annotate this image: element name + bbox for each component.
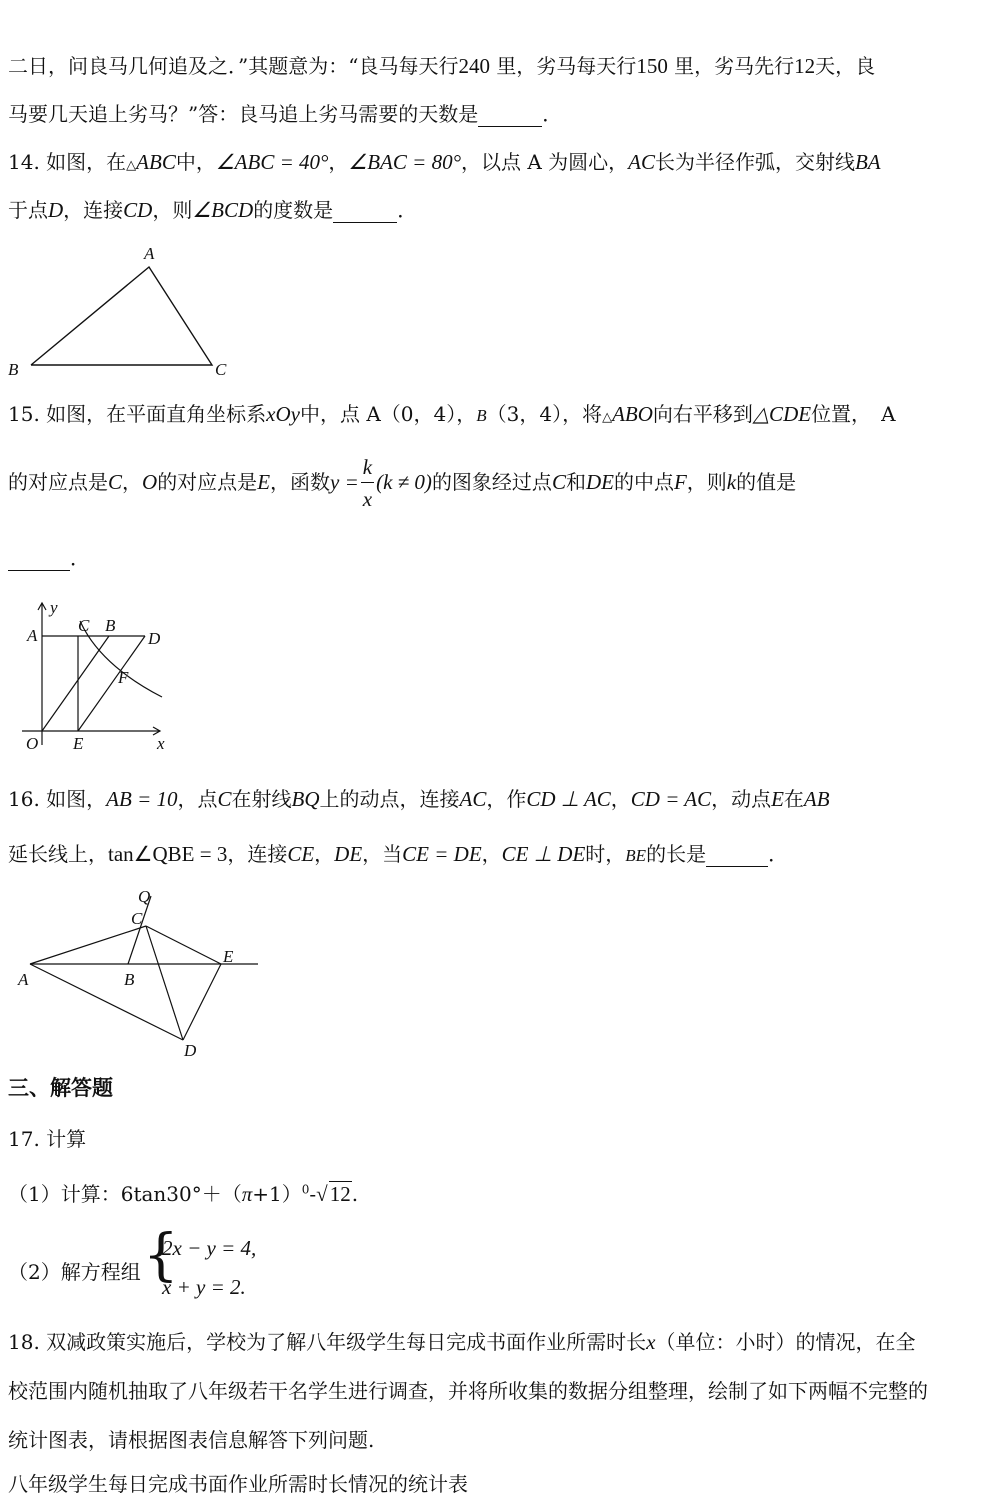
q16-line-ac [30,926,146,964]
q15-line-ed [78,636,145,731]
q15-label-c: C [78,616,90,635]
q16-text-4: ，作 [486,787,527,811]
section-heading: 三、解答题 [8,1076,113,1100]
q16-ab-10: AB = 10 [106,787,178,811]
q13-end: ． [542,102,563,126]
q14-end: ． [397,198,418,222]
q16-number: 16. 如图， [8,787,107,811]
q14-text-1: ，以点 A 为圆心， [460,150,629,174]
q16-cd-perp-ac: CD ⊥ AC [526,787,611,811]
q14-line2 [8,194,417,223]
q17-equation-2: x + y = 2. [162,1275,246,1299]
q17-minus: - [309,1182,317,1206]
q15-k2: k [726,470,737,494]
q14-answer-blank[interactable] [333,198,397,223]
q13-line2 [8,98,562,127]
q15-label-y: y [50,598,58,617]
q14-label-a: A [144,244,155,263]
q16-line1 [8,783,830,812]
q16-text-13: 时， [585,842,626,866]
q17-radicand: 12 [329,1182,351,1206]
q15-c2: C [551,470,566,494]
q14-text-3: 于点 [8,198,48,222]
q16-ce: CE [287,842,315,866]
q13-answer-blank[interactable] [478,102,542,127]
q15-o: O [142,470,158,494]
q15-number: 15. 如图，在平面直角坐标系 [8,402,267,426]
q15-text-11: 的中点 [613,470,674,494]
q16-text-8: 延长线上， [8,842,108,866]
q17-part2-label: （2）解方程组 [8,1260,141,1284]
q18-text-a: 18. 双减政策实施后，学校为了解八年级学生每日完成书面作业所需时长 [8,1330,647,1354]
q14-text-6: 的度数是 [253,198,334,222]
q15-xoy: xOy [266,402,300,426]
q15-label-b: B [105,616,116,635]
q14-cd: CD [123,198,153,222]
q16-c: C [217,787,232,811]
q14-text-5: ，则 [152,198,193,222]
q15-text-a: A [881,402,896,426]
q15-text-5: 的对应点是 [8,470,108,494]
q13-text-2: 马要几天追上劣马？”答：良马追上劣马需要的天数是 [8,102,479,126]
q16-ce-perp-de: CE ⊥ DE [501,842,586,866]
q15-text-8: ，函数 [270,470,331,494]
q14-angle-abc: ∠ABC = 40° [215,150,329,174]
q17-exponent: 0 [301,1182,310,1197]
q15-text-9: 的图象经过点 [431,470,552,494]
q16-line-cd [146,926,183,1040]
q15-b: B [476,406,487,425]
q16-text-5: ， [610,787,631,811]
q14-d: D [48,198,64,222]
q16-line-ce [146,926,221,964]
q13-text-d: 天，良 [815,54,876,78]
q13-num-12: 12 [794,54,816,78]
q14-triangle-figure [0,235,260,385]
q15-text-7: 的对应点是 [157,470,258,494]
q15-line2 [8,452,796,515]
q18-text-b: （单位：小时）的情况，在全 [655,1330,916,1354]
q16-ab: AB [803,787,830,811]
q17-system-brace: { [143,1223,179,1288]
q16-text-6: ，动点 [711,787,772,811]
q17-radical-sign: √ [316,1182,328,1206]
q15-label-a: A [27,626,38,645]
q15-label-d: D [148,629,161,648]
q14-ac: AC [628,150,655,174]
q15-text-10: 和 [565,470,586,494]
q13-num-150: 150 [636,54,668,78]
q13-text-a: 二日，问良马几何追及之．”其题意为：“良马每天行 [8,54,459,78]
q18-x: x [646,1330,656,1354]
q17-pi: π [241,1182,253,1206]
q15-fraction [361,452,374,515]
q15-line1 [8,398,896,427]
q16-line2 [8,838,788,867]
q14-text-4: ，连接 [63,198,124,222]
q13-text-b: 里，劣马每天行 [496,54,637,78]
q14-label-c: C [215,360,227,379]
q14-angle-bcd: ∠BCD [192,198,254,222]
q16-text-11: ，当 [362,842,403,866]
q15-condition: (k ≠ 0) [376,470,432,494]
q16-e: E [771,787,784,811]
q17-part1-text-b: +1） [252,1182,302,1206]
q14-triangle-abc [31,267,212,365]
q15-answer-blank[interactable] [8,546,70,571]
q16-ac: AC [459,787,487,811]
q14-number: 14. 如图，在 [8,150,127,174]
q15-text-12: ，则 [686,470,727,494]
q16-text-12: ， [481,842,502,866]
q17-part1 [8,1178,358,1207]
q15-label-o: O [26,734,39,753]
q16-text-3: 上的动点，连接 [319,787,460,811]
q16-text-14: 的长是 [646,842,707,866]
q15-label-e: E [73,734,84,753]
q16-answer-blank[interactable] [706,842,768,867]
q15-cde: △CDE [752,402,812,426]
q16-tan: tan∠QBE = 3 [108,842,228,866]
q16-text-2: 在射线 [231,787,292,811]
q15-y-equals: y = [330,470,359,494]
q15-f: F [673,470,687,494]
q15-denominator: x [362,487,373,511]
q15-de: DE [585,470,614,494]
q15-text-2: （3，4），将 [486,402,603,426]
q15-e: E [257,470,271,494]
q16-text-7: 在 [783,787,804,811]
q16-be: BE [625,846,647,865]
q16-geometry-figure [0,880,280,1065]
q14-line1 [8,146,881,175]
q16-label-a: A [18,970,29,989]
q16-text-1: ，点 [177,787,218,811]
q15-text-3: 向右平移到 [652,402,753,426]
q17-title: 17. 计算 [8,1127,87,1151]
q16-text-10: ， [314,842,335,866]
q16-de: DE [334,842,363,866]
q15-label-f: F [118,668,129,687]
q14-ba: BA [854,150,881,174]
q15-label-x: x [157,734,165,753]
q16-end: ． [768,842,789,866]
q14-text-zhong: 中， [175,150,216,174]
q16-bq: BQ [291,787,320,811]
q18-table-caption: 八年级学生每日完成书面作业所需时长情况的统计表 [8,1472,468,1496]
q18-line2: 校范围内随机抽取了八年级若干名学生进行调查，并将所收集的数据分组整理，绘制了如下两幅不完整的 [8,1379,928,1403]
q16-cd-eq-ac: CD = AC [630,787,712,811]
q14-abc: ABC [136,150,176,174]
q16-line-ad [30,964,183,1040]
q13-text-c: 里，劣马先行 [674,54,795,78]
q14-sep: ， [328,150,349,174]
q15-c: C [108,470,123,494]
q15-text-6: ， [122,470,143,494]
q16-line-de [183,964,221,1040]
q15-line3 [8,542,90,571]
q18-line1 [8,1326,916,1355]
q15-numerator: k [361,452,374,483]
q17-part1-end: . [351,1182,359,1206]
q18-line3: 统计图表，请根据图表信息解答下列问题. [8,1428,375,1452]
q16-label-d: D [184,1041,197,1060]
q15-text-4: 位置， [811,402,872,426]
q15-triangle-symbol: △ [602,410,613,425]
q16-ce-eq-de: CE = DE [402,842,482,866]
q16-text-9: ，连接 [227,842,288,866]
q16-label-e: E [223,947,234,966]
q15-text-13: 的值是 [736,470,797,494]
q15-text-1: 中，点 A（0，4）， [299,402,477,426]
q16-label-c: C [131,909,143,928]
q15-coordinate-figure [0,595,200,760]
q17-part1-text-a: （1）计算：6tan30°＋（ [8,1182,242,1206]
q14-triangle-symbol: △ [126,158,137,173]
q15-abo: ABO [612,402,653,426]
q16-label-b: B [124,970,135,989]
q13-line1 [8,50,875,79]
q14-text-2: 长为半径作弧，交射线 [654,150,855,174]
q14-label-b: B [8,360,19,379]
q16-label-q: Q [138,887,151,906]
q13-num-240: 240 [458,54,490,78]
q14-angle-bac: ∠BAC = 80° [348,150,461,174]
q17-equation-1: 2x − y = 4, [162,1236,257,1260]
q15-end: ． [70,546,90,570]
